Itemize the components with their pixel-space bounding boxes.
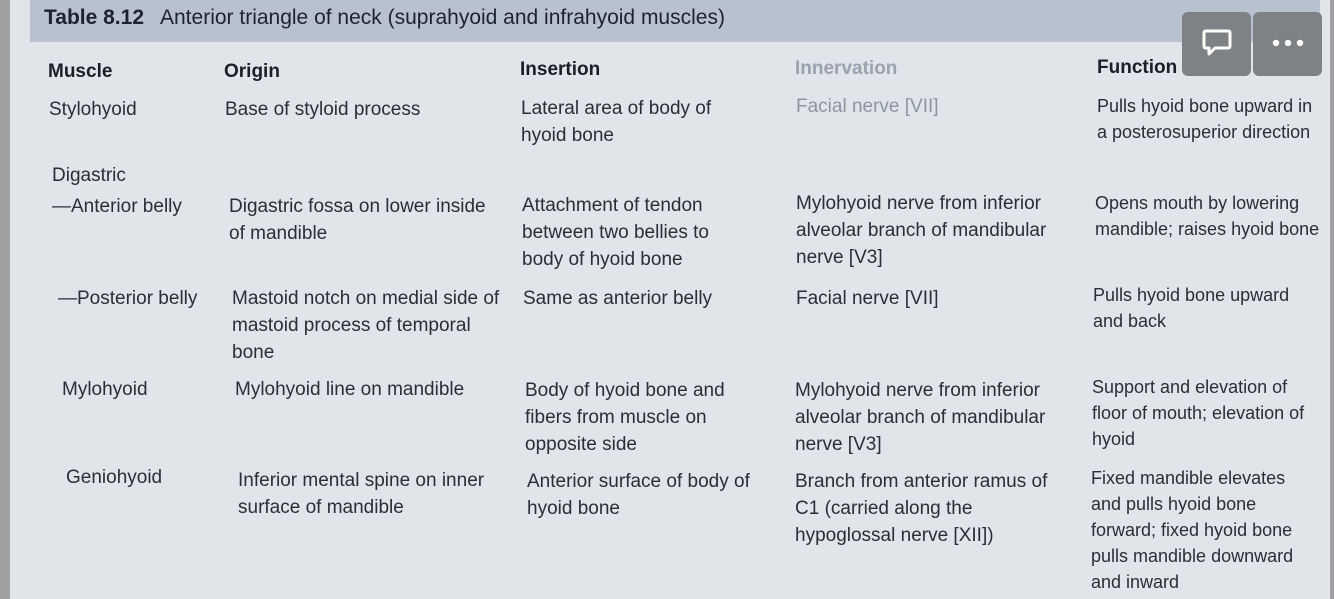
comment-button[interactable] — [1182, 12, 1251, 76]
table-title: Anterior triangle of neck (suprahyoid and infrahyoid muscles) — [160, 6, 725, 29]
stylohyoid-function: Pulls hyoid bone upward in a posterosuperior direction — [1097, 96, 1313, 142]
geniohyoid-function: Fixed mandible elevates and pulls hyoid bone forward; fixed hyoid bone pulls mandible downward and inward — [1091, 468, 1294, 592]
stylohyoid-innervation: Facial nerve [VII] — [796, 96, 939, 117]
more-horizontal-icon — [1271, 35, 1305, 53]
anterior-belly-muscle: —Anterior belly — [52, 196, 182, 217]
header-origin: Origin — [224, 61, 280, 82]
posterior-belly-innervation: Facial nerve [VII] — [796, 288, 939, 309]
header-insertion: Insertion — [520, 59, 601, 80]
table-number: Table 8.12 — [44, 6, 144, 29]
posterior-belly-insertion: Same as anterior belly — [523, 288, 713, 309]
geniohyoid-insertion: Anterior surface of body of hyoid bone — [527, 471, 750, 519]
table-caption — [44, 6, 725, 30]
more-options-button[interactable] — [1253, 12, 1322, 76]
mylohyoid-innervation: Mylohyoid nerve from inferior alveolar branch of mandibular nerve [V3] — [795, 380, 1046, 455]
stylohyoid-muscle: Stylohyoid — [49, 99, 137, 120]
geniohyoid-muscle: Geniohyoid — [66, 467, 163, 488]
anterior-belly-innervation: Mylohyoid nerve from inferior alveolar branch of mandibular nerve [V3] — [796, 193, 1047, 268]
anterior-belly-function: Opens mouth by lowering mandible; raises hyoid bone — [1095, 193, 1320, 239]
geniohyoid-origin: Inferior mental spine on inner surface of mandible — [238, 470, 485, 518]
mylohyoid-muscle: Mylohyoid — [62, 379, 148, 400]
mylohyoid-insertion: Body of hyoid bone and fibers from muscle on opposite side — [525, 380, 725, 455]
anterior-belly-insertion: Attachment of tendon between two bellies to body of hyoid bone — [522, 195, 709, 270]
speech-bubble-icon — [1200, 25, 1234, 64]
geniohyoid-innervation: Branch from anterior ramus of C1 (carried along the hypoglossal nerve [XII]) — [795, 471, 1048, 546]
header-innervation: Innervation — [795, 58, 898, 79]
stylohyoid-insertion: Lateral area of body of hyoid bone — [521, 98, 712, 146]
anterior-belly-origin: Digastric fossa on lower inside of mandible — [229, 196, 486, 244]
mylohyoid-origin: Mylohyoid line on mandible — [235, 379, 465, 400]
image-overlay-toolbar — [1182, 12, 1322, 76]
mylohyoid-function: Support and elevation of floor of mouth; elevation of hyoid — [1092, 377, 1305, 449]
posterior-belly-muscle: —Posterior belly — [58, 288, 198, 309]
digastric-muscle: Digastric — [52, 165, 126, 186]
posterior-belly-origin: Mastoid notch on medial side of mastoid process of temporal bone — [232, 288, 500, 363]
stylohyoid-origin: Base of styloid process — [225, 99, 421, 120]
header-function: Function — [1097, 57, 1178, 78]
header-muscle: Muscle — [48, 61, 113, 82]
posterior-belly-function: Pulls hyoid bone upward and back — [1093, 285, 1290, 331]
